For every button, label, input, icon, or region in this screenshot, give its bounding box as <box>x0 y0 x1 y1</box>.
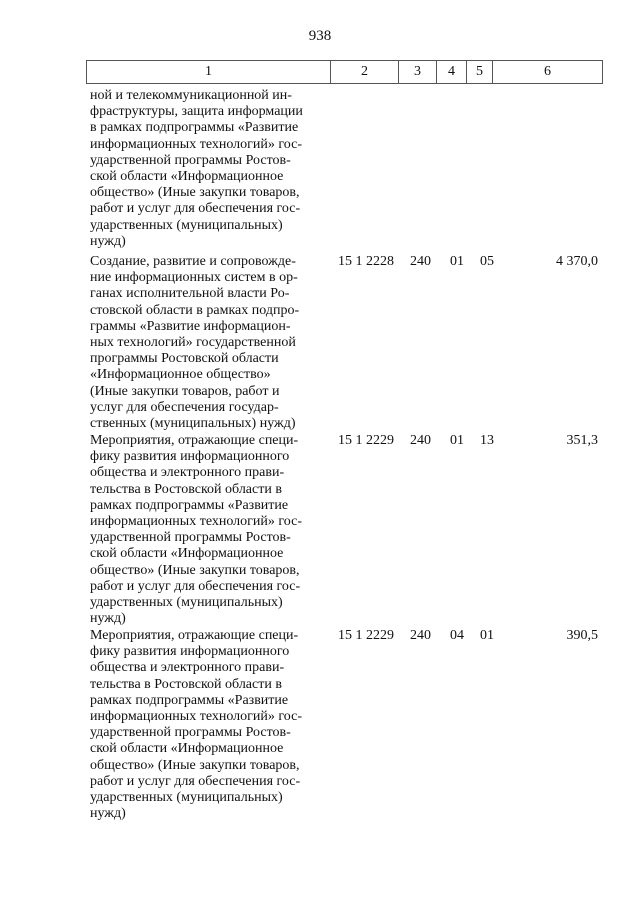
row-target-code: 15 1 2229 <box>338 628 394 643</box>
column-header-5: 5 <box>467 61 493 84</box>
row-subsection: 13 <box>480 433 494 448</box>
row-expense-type: 240 <box>410 254 431 269</box>
row-amount: 351,3 <box>566 433 598 448</box>
row-description: Создание, развитие и сопровожде- ние информационных систем в ор- ганах исполнительной власти Ро- стовской области в рамках подпро- граммы «Развитие информацион- ных технологий» государственной программы Ростовской области «Информационное общество» (Иные закупки товаров, работ и услуг для обеспечения государ- ственных (муниципальных) нужд) <box>90 254 300 432</box>
row-expense-type: 240 <box>410 433 431 448</box>
column-header-table <box>86 60 603 84</box>
row-subsection: 05 <box>480 254 494 269</box>
row-description: Мероприятия, отражающие специ- фику развития информационного общества и электронного прави- тельства в Ростовской области в рамках подпрограммы «Развитие информационных технологий» гос- ударственной программы Ростов- ской области «Информационное общество» (Иные закупки товаров, работ и услуг для обеспечения гос- ударственных (муниципальных) нужд) <box>90 628 302 822</box>
column-header-row <box>87 61 603 84</box>
row-description: ной и телекоммуникационной ин- фраструктуры, защита информации в рамках подпрограммы «Развитие информационных технологий» гос- ударственной программы Ростов- ской области «Информационное общество» (Иные закупки товаров, работ и услуг для обеспечения гос- ударственных (муниципальных) нужд) <box>90 88 303 249</box>
column-header-6: 6 <box>493 61 603 84</box>
row-expense-type: 240 <box>410 628 431 643</box>
column-header-4: 4 <box>437 61 467 84</box>
row-target-code: 15 1 2229 <box>338 433 394 448</box>
row-target-code: 15 1 2228 <box>338 254 394 269</box>
row-section: 04 <box>450 628 464 643</box>
row-section: 01 <box>450 254 464 269</box>
column-header-1: 1 <box>87 61 331 84</box>
row-amount: 4 370,0 <box>556 254 598 269</box>
page-number: 938 <box>308 28 332 44</box>
row-amount: 390,5 <box>566 628 598 643</box>
row-subsection: 01 <box>480 628 494 643</box>
row-section: 01 <box>450 433 464 448</box>
column-header-2: 2 <box>331 61 399 84</box>
row-description: Мероприятия, отражающие специ- фику развития информационного общества и электронного прави- тельства в Ростовской области в рамках подпрограммы «Развитие информационных технологий» гос- ударственной программы Ростов- ской области «Информационное общество» (Иные закупки товаров, работ и услуг для обеспечения гос- ударственных (муниципальных) нужд) <box>90 433 302 627</box>
column-header-3: 3 <box>399 61 437 84</box>
